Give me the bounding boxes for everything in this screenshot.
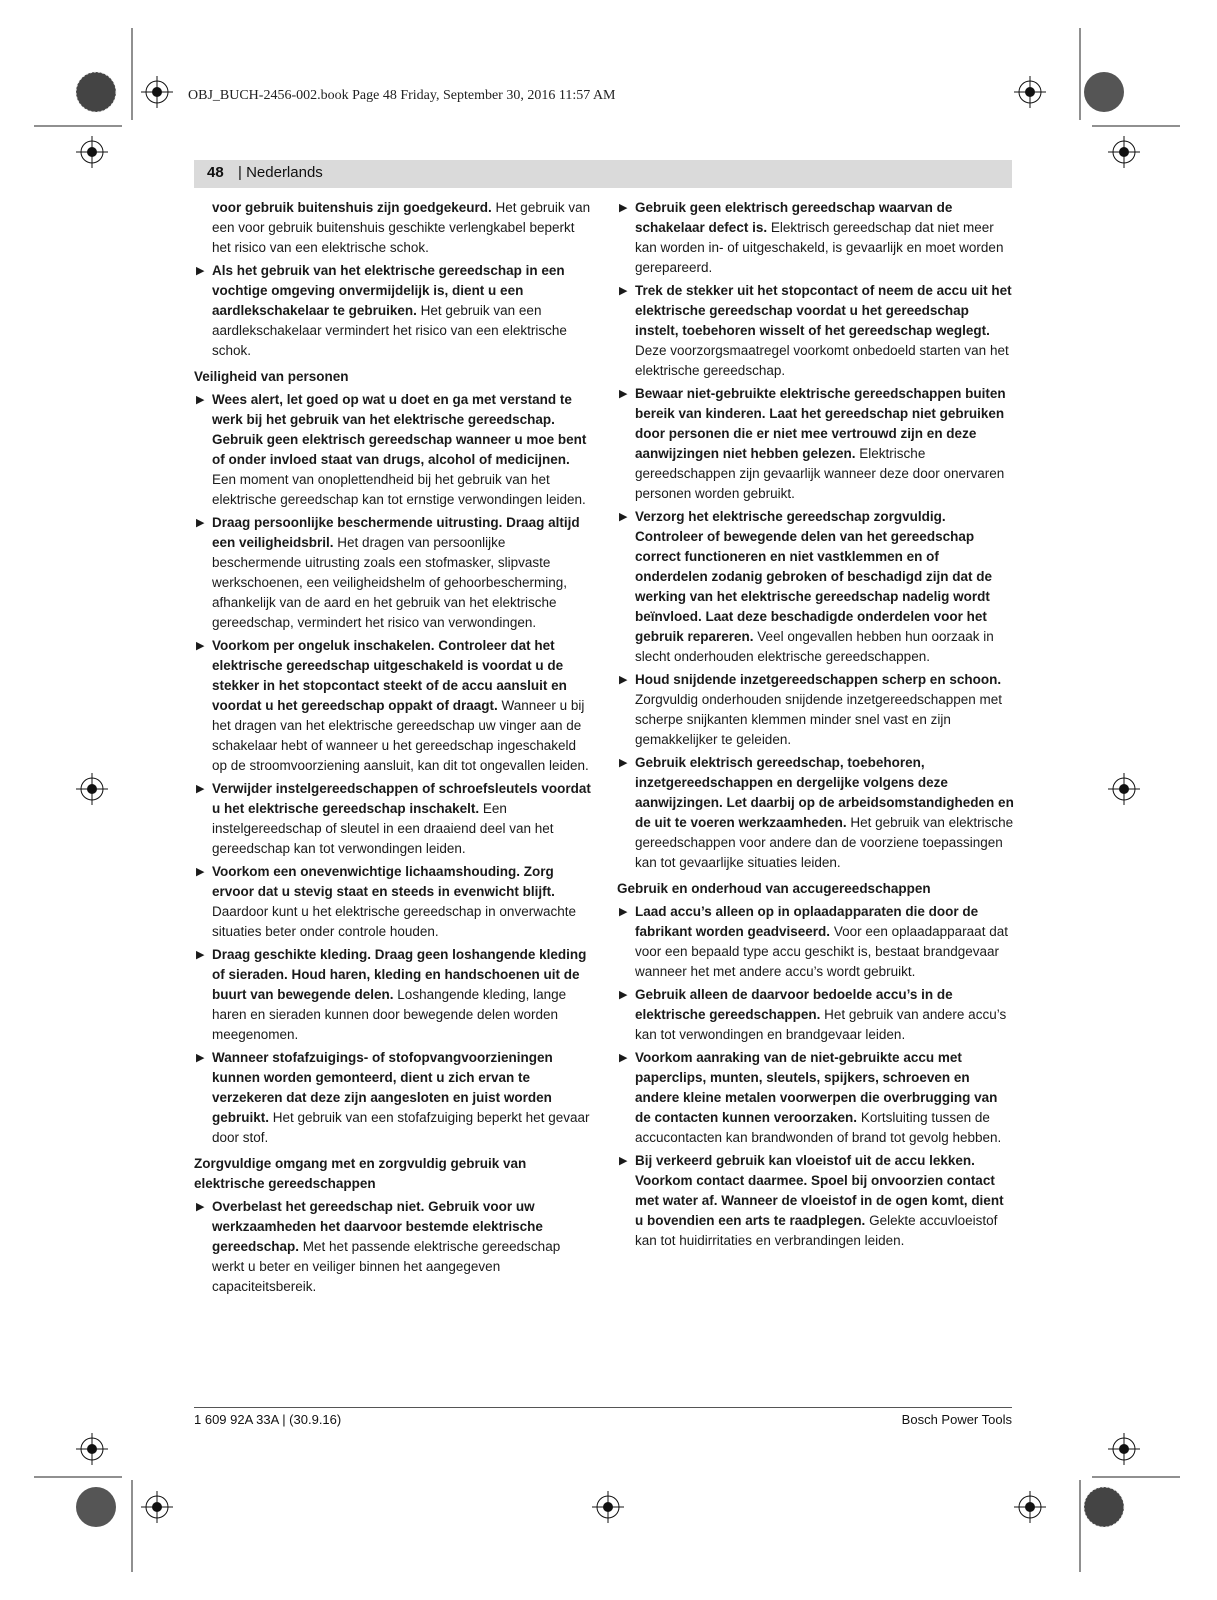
instruction-emphasis: Laad accu’s alleen op in oplaadapparaten die door de fabrikant worden geadviseerd. <box>635 904 979 939</box>
instruction-text: Kortsluiting tussen de accucontacten kan brandwonden of brand tot gevolg hebben. <box>635 1110 1002 1145</box>
instruction-emphasis: Draag geschikte kleding. Draag geen loshangende kleding of sieraden. Houd haren, kleding en handschoenen uit de buurt van bewegende delen. <box>212 947 587 1002</box>
section-heading: Gebruik en onderhoud van accugereedschappen <box>617 881 931 896</box>
instruction-text: Met het passende elektrische gereedschap werkt u beter en veiliger binnen het aangegeven capaciteitsbereik. <box>212 1239 561 1294</box>
bullet-arrow-icon: ▶ <box>619 1052 628 1064</box>
instruction-emphasis: Houd snijdende inzetgereedschappen scherp en schoon. <box>635 672 1002 687</box>
left-column <box>194 198 592 1300</box>
safety-instruction <box>617 985 1015 1045</box>
instruction-emphasis: Wees alert, let goed op wat u doet en ga met verstand te werk bij het gebruik van het elektrische gereedschap. Gebruik geen elektrisch gereedschap wanneer u moe bent of onder invloed staat van drugs, alcohol of medicijnen. <box>212 392 587 467</box>
safety-instruction <box>617 902 1015 982</box>
safety-instruction <box>617 1048 1015 1148</box>
instruction-emphasis: Bewaar niet-gebruikte elektrische gereedschappen buiten bereik van kinderen. Laat het gereedschap niet gebruiken door personen die er niet mee vertrouwd zijn en deze aanwijzingen niet hebben gelezen. <box>635 386 1006 461</box>
print-info: OBJ_BUCH-2456-002.book Page 48 Friday, September 30, 2016 11:57 AM <box>188 88 616 103</box>
safety-instruction <box>617 281 1015 381</box>
safety-instruction <box>617 198 1015 278</box>
instruction-emphasis: Voorkom een onevenwichtige lichaamshouding. Zorg ervoor dat u stevig staat en steeds in evenwicht blijft. <box>212 864 555 899</box>
bullet-arrow-icon: ▶ <box>196 783 205 795</box>
instruction-text: Gelekte accuvloeistof kan tot huidirritaties en verbrandingen leiden. <box>635 1213 998 1248</box>
bullet-arrow-icon: ▶ <box>619 906 628 918</box>
page-language: | Nederlands <box>238 164 323 181</box>
safety-instruction <box>194 261 592 361</box>
safety-instruction <box>194 513 592 633</box>
safety-instruction <box>194 390 592 510</box>
instruction-emphasis: Verzorg het elektrische gereedschap zorgvuldig. Controleer of bewegende delen van het gereedschap correct functioneren en niet vastklemmen en of onderdelen zodanig gebroken of beschadigd zijn dat de werking van het elektrische gereedschap nadelig wordt beïnvloed. Laat deze beschadigde onderdelen voor het gebruik repareren. <box>635 509 993 644</box>
safety-instruction <box>194 779 592 859</box>
page-number: 48 <box>207 164 224 181</box>
footer-brand: Bosch Power Tools <box>901 1412 1012 1427</box>
instruction-text: Elektrische gereedschappen zijn gevaarlijk wanneer deze door onervaren personen worden gebruikt. <box>635 446 1005 501</box>
safety-instruction <box>617 507 1015 667</box>
instruction-text: Het gebruik van een stofafzuiging beperkt het gevaar door stof. <box>212 1110 590 1145</box>
instruction-text: Zorgvuldig onderhouden snijdende inzetgereedschappen met scherpe snijkanten klemmen minder snel vast en zijn gemakkelijker te geleiden. <box>635 692 1003 747</box>
bullet-arrow-icon: ▶ <box>196 949 205 961</box>
instruction-text: Daardoor kunt u het elektrische gereedschap in onverwachte situaties beter onder controle houden. <box>212 904 576 939</box>
safety-instruction <box>194 1048 592 1148</box>
safety-instruction <box>617 753 1015 873</box>
instruction-text: Deze voorzorgsmaatregel voorkomt onbedoeld starten van het elektrische gereedschap. <box>635 343 1009 378</box>
instruction-emphasis: Voorkom aanraking van de niet-gebruikte accu met paperclips, munten, sleutels, spijkers, schroeven en andere kleine metalen voorwerpen die overbrugging van de contacten kunnen veroorzaken. <box>635 1050 998 1125</box>
bullet-arrow-icon: ▶ <box>196 1052 205 1064</box>
safety-instruction <box>617 670 1015 750</box>
instruction-text: Een instelgereedschap of sleutel in een draaiend deel van het gereedschap kan tot verwondingen leiden. <box>212 801 554 856</box>
bullet-arrow-icon: ▶ <box>619 757 628 769</box>
bullet-arrow-icon: ▶ <box>196 1201 205 1213</box>
instruction-emphasis: Bij verkeerd gebruik kan vloeistof uit de accu lekken. Voorkom contact daarmee. Spoel bij onvoorzien contact met water af. Wanneer de vloeistof in de ogen komt, dient u bovendien een arts te raadplegen. <box>635 1153 1004 1228</box>
instruction-text: Loshangende kleding, lange haren en sieraden kunnen door bewegende delen worden meegenomen. <box>212 987 567 1042</box>
safety-instruction <box>617 384 1015 504</box>
instruction-text: Het gebruik van andere accu’s kan tot verwondingen en brandgevaar leiden. <box>635 1007 1007 1042</box>
instruction-text: Wanneer u bij het dragen van het elektrische gereedschap uw vinger aan de schakelaar hebt of wanneer u het gereedschap ingeschakeld op de stroomvoorziening aansluit, kan dit tot ongevallen leiden. <box>212 698 589 773</box>
instruction-text: Elektrisch gereedschap dat niet meer kan worden in- of uitgeschakeld, is gevaarlijk en moet worden gerepareerd. <box>635 220 1004 275</box>
instruction-emphasis: Als het gebruik van het elektrische gereedschap in een vochtige omgeving onvermijdelijk is, dient u een aardlekschakelaar te gebruiken. <box>212 263 565 318</box>
instruction-emphasis: Wanneer stofafzuigings- of stofopvangvoorzieningen kunnen worden gemonteerd, dient u zich ervan te verzekeren dat deze zijn aangesloten en juist worden gebruikt. <box>212 1050 553 1125</box>
bullet-arrow-icon: ▶ <box>196 517 205 529</box>
instruction-text: Een moment van onoplettendheid bij het gebruik van het elektrische gereedschap kan tot ernstige verwondingen leiden. <box>212 472 586 507</box>
bullet-arrow-icon: ▶ <box>619 674 628 686</box>
instruction-emphasis: Trek de stekker uit het stopcontact of neem de accu uit het elektrische gereedschap voordat u het gereedschap instelt, toebehoren wisselt of het gereedschap weglegt. <box>635 283 1012 338</box>
section-heading: Zorgvuldige omgang met en zorgvuldig gebruik van elektrische gereedschappen <box>194 1156 527 1191</box>
bullet-arrow-icon: ▶ <box>196 866 205 878</box>
footer-divider <box>194 1407 1012 1408</box>
bullet-arrow-icon: ▶ <box>619 388 628 400</box>
instruction-text: Het gebruik van elektrische gereedschappen voor andere dan de voorziene toepassingen kan tot gevaarlijke situaties leiden. <box>635 815 1014 870</box>
instruction-text: Het gebruik van een aardlekschakelaar vermindert het risico van een elektrische schok. <box>212 303 567 358</box>
instruction-text: Voor een oplaadapparaat dat voor een bepaald type accu geschikt is, bestaat brandgevaar wanneer het met andere accu’s wordt gebruikt. <box>635 924 1008 979</box>
instruction-emphasis: Overbelast het gereedschap niet. Gebruik voor uw werkzaamheden het daarvoor bestemde elektrische gereedschap. <box>212 1199 543 1254</box>
bullet-arrow-icon: ▶ <box>619 202 628 214</box>
bullet-arrow-icon: ▶ <box>619 511 628 523</box>
section-heading: Veiligheid van personen <box>194 369 349 384</box>
instruction-text: Het gebruik van een voor gebruik buitenshuis geschikte verlengkabel beperkt het risico van een elektrische schok. <box>212 200 591 255</box>
safety-instruction <box>194 862 592 942</box>
instruction-emphasis: Voorkom per ongeluk inschakelen. Controleer dat het elektrische gereedschap uitgeschakeld is voordat u de stekker in het stopcontact steekt of de accu aansluit en voordat u het gereedschap oppakt of draagt. <box>212 638 567 713</box>
safety-instruction <box>617 1151 1015 1251</box>
bullet-arrow-icon: ▶ <box>196 265 205 277</box>
instruction-text: Het dragen van persoonlijke beschermende uitrusting zoals een stofmasker, slipvaste werkschoenen, een veiligheidshelm of gehoorbescherming, afhankelijk van de aard en het gebruik van het elektrische gereedschap, vermindert het risico van verwondingen. <box>212 535 567 630</box>
instruction-emphasis: Gebruik elektrisch gereedschap, toebehoren, inzetgereedschappen en dergelijke volgens deze aanwijzingen. Let daarbij op de arbeidsomstandigheden en de uit te voeren werkzaamheden. <box>635 755 1014 830</box>
instruction-text: Veel ongevallen hebben hun oorzaak in slecht onderhouden elektrische gereedschappen. <box>635 629 994 664</box>
right-column <box>617 198 1015 1254</box>
bullet-arrow-icon: ▶ <box>196 640 205 652</box>
continued-paragraph <box>194 198 592 258</box>
safety-instruction <box>194 636 592 776</box>
instruction-emphasis: Verwijder instelgereedschappen of schroefsleutels voordat u het elektrische gereedschap inschakelt. <box>212 781 591 816</box>
bullet-arrow-icon: ▶ <box>619 285 628 297</box>
bullet-arrow-icon: ▶ <box>196 394 205 406</box>
instruction-emphasis: Gebruik geen elektrisch gereedschap waarvan de schakelaar defect is. <box>635 200 953 235</box>
bullet-arrow-icon: ▶ <box>619 1155 628 1167</box>
bullet-arrow-icon: ▶ <box>619 989 628 1001</box>
instruction-emphasis: Draag persoonlijke beschermende uitrusting. Draag altijd een veiligheidsbril. <box>212 515 580 550</box>
instruction-emphasis: voor gebruik buitenshuis zijn goedgekeurd. <box>212 200 492 215</box>
footer-doc-number: 1 609 92A 33A | (30.9.16) <box>194 1412 342 1427</box>
instruction-emphasis: Gebruik alleen de daarvoor bedoelde accu’s in de elektrische gereedschappen. <box>635 987 953 1022</box>
safety-instruction <box>194 945 592 1045</box>
safety-instruction <box>194 1197 592 1297</box>
